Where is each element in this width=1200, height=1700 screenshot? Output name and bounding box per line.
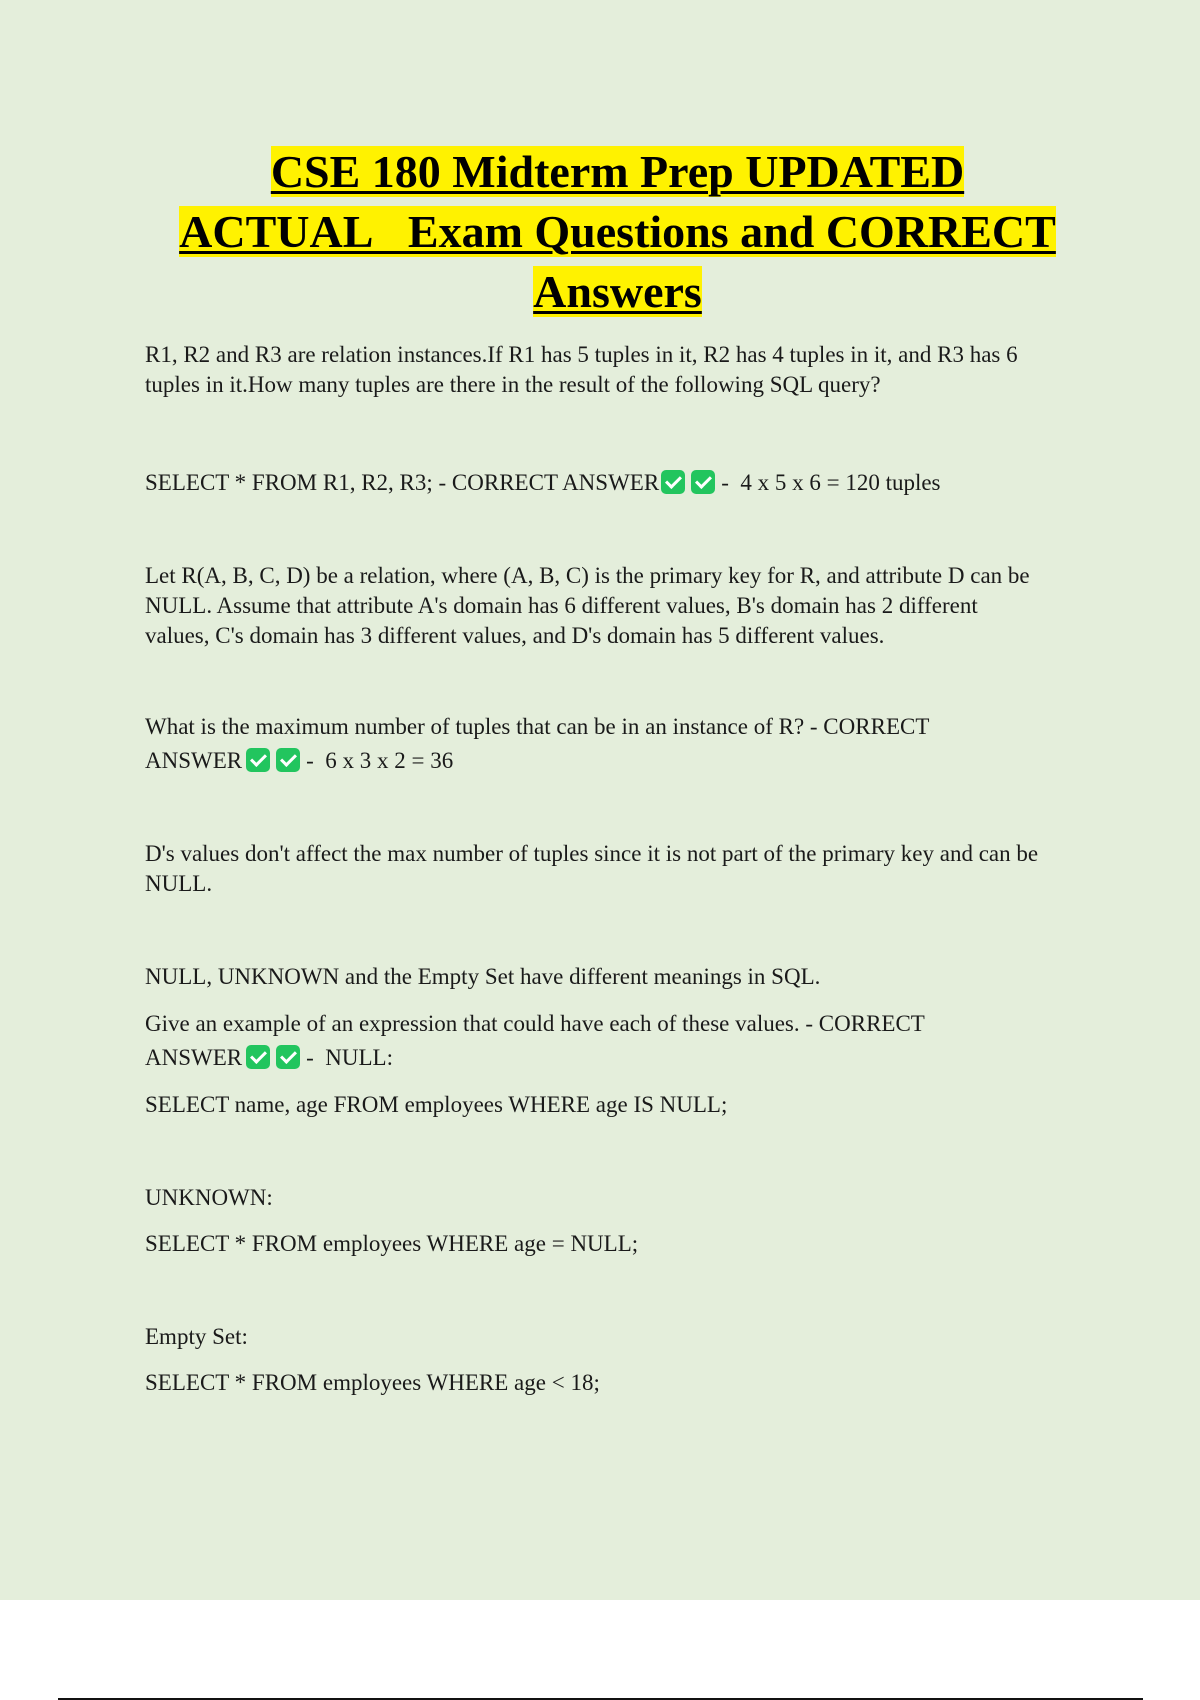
title-line-3: Answers	[533, 266, 702, 317]
q3-unknown-label: UNKNOWN:	[145, 1185, 273, 1210]
check-box-icon	[246, 1045, 270, 1069]
q3-empty-example: SELECT * FROM employees WHERE age < 18;	[145, 1370, 600, 1395]
q2-question: What is the maximum number of tuples that can be in an instance of R? - CORRECT	[145, 714, 930, 739]
q2-text-line-3: values, C's domain has 3 different values, and D's domain has 5 different values.	[145, 623, 885, 648]
q2-note-line-1: D's values don't affect the max number of tuples since it is not part of the primary key and can be	[145, 841, 1039, 866]
check-box-icon	[276, 748, 300, 772]
q3-intro: NULL, UNKNOWN and the Empty Set have different meanings in SQL.	[145, 964, 821, 989]
q3-unknown-example: SELECT * FROM employees WHERE age = NULL;	[145, 1231, 639, 1256]
q2-answer-label: ANSWER	[145, 748, 243, 773]
q1-text-line-2: tuples in it.How many tuples are there in the result of the following SQL query?	[145, 372, 881, 397]
check-box-icon	[276, 1045, 300, 1069]
document-title	[130, 142, 1105, 322]
q3-answer-label: ANSWER	[145, 1045, 243, 1070]
q3-answer: - NULL:	[306, 1045, 393, 1070]
q2-answer-line	[145, 746, 453, 776]
check-box-icon	[691, 470, 715, 494]
q1-query: SELECT * FROM R1, R2, R3; - CORRECT ANSWER	[145, 470, 660, 495]
q2-note-line-2: NULL.	[145, 871, 213, 896]
q1-answer: - 4 x 5 x 6 = 120 tuples	[721, 470, 941, 495]
q3-answer-line	[145, 1043, 393, 1073]
title-line-1: CSE 180 Midterm Prep UPDATED	[270, 146, 965, 197]
q2-text-line-2: NULL. Assume that attribute A's domain has 6 different values, B's domain has 2 different	[145, 593, 978, 618]
q2-answer: - 6 x 3 x 2 = 36	[306, 748, 454, 773]
q3-question: Give an example of an expression that could have each of these values. - CORRECT	[145, 1011, 925, 1036]
check-box-icon	[246, 748, 270, 772]
q3-empty-label: Empty Set:	[145, 1324, 248, 1349]
check-box-icon	[661, 470, 685, 494]
q1-query-answer	[145, 468, 941, 498]
q3-null-example: SELECT name, age FROM employees WHERE age IS NULL;	[145, 1092, 728, 1117]
q1-text-line-1: R1, R2 and R3 are relation instances.If R1 has 5 tuples in it, R2 has 4 tuples in it, and R3 has 6	[145, 342, 1018, 367]
title-line-2: ACTUAL Exam Questions and CORRECT	[179, 206, 1056, 257]
q2-text-line-1: Let R(A, B, C, D) be a relation, where (A, B, C) is the primary key for R, and attribute D can be	[145, 563, 1030, 588]
